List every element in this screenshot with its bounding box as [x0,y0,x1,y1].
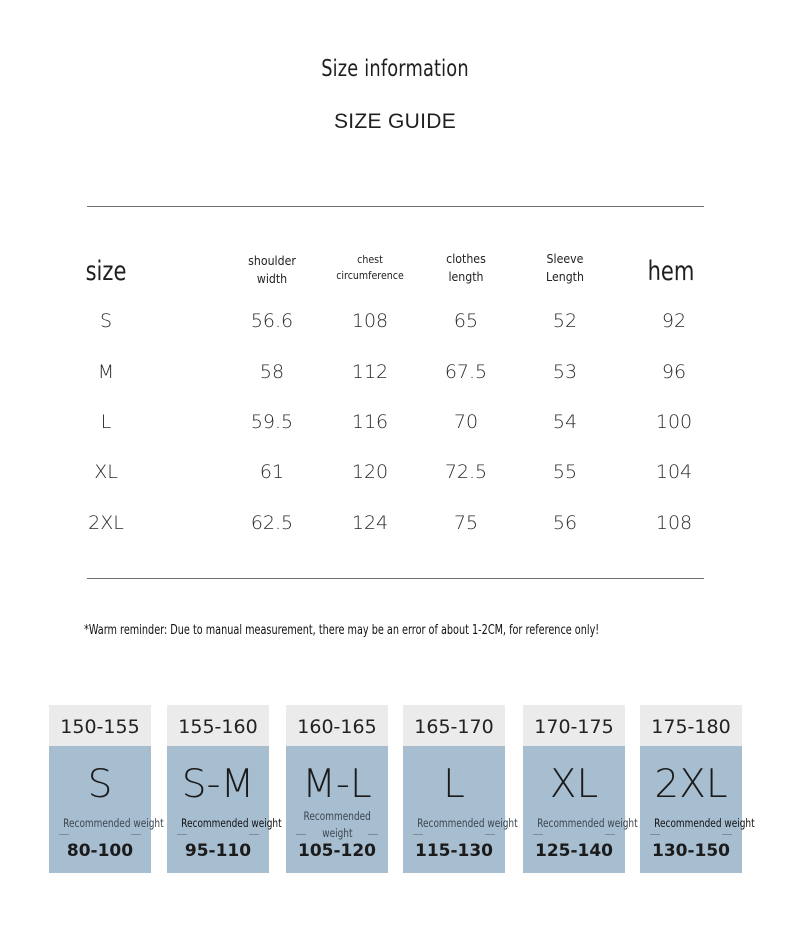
header-chest-line2: circumference [336,269,404,282]
row-hem: 92 [661,310,687,332]
row-size: XL [94,461,118,483]
card-height-range: 155-160 [167,705,269,746]
card-size-label: L [443,762,465,807]
size-card-m-l [286,705,388,873]
header-hem: hem [647,256,695,287]
card-body [286,746,388,873]
row-hem: 104 [655,461,693,483]
header-sleeve-line1: Sleeve [546,251,584,266]
card-height-range: 175-180 [640,705,742,746]
card-recommended-label: Recommended weight [654,816,755,830]
row-length: 67.5 [444,361,488,383]
row-shoulder: 56.6 [250,310,294,332]
header-length-line1: clothes [446,251,486,266]
row-size: S [99,310,113,332]
card-body [523,746,638,873]
row-hem: 96 [661,361,687,383]
row-size: L [100,411,112,433]
row-shoulder: 59.5 [250,411,294,433]
card-body [167,746,282,873]
row-sleeve: 54 [552,411,578,433]
card-body [640,746,755,873]
card-recommended-label: Recommended weight [537,816,638,830]
card-recommended-label: Recommended weight [181,816,282,830]
row-chest: 116 [351,411,389,433]
card-recommended-label: Recommended weight [417,816,518,830]
card-size-label: S-M [181,762,255,807]
double-arrow-icon [167,833,269,837]
card-recommended-label: Recommended weight [303,809,371,840]
double-arrow-icon [49,833,151,837]
size-card-2xl [640,705,755,873]
card-weight-range: 95-110 [184,841,252,861]
row-sleeve: 52 [552,310,578,332]
card-weight-range: 115-130 [414,841,494,861]
row-sleeve: 53 [552,361,578,383]
header-clothes-length [446,250,486,286]
card-weight-range: 80-100 [66,841,134,861]
card-body [403,746,518,873]
header-sleeve-line2: Length [546,269,584,284]
double-arrow-icon [286,833,388,837]
page-title: Size information [321,56,469,82]
bottom-divider [87,578,704,579]
row-length: 65 [453,310,479,332]
row-sleeve: 56 [552,512,578,534]
card-weight-range: 130-150 [651,841,731,861]
row-shoulder: 62.5 [250,512,294,534]
double-arrow-icon [640,833,742,837]
row-sleeve: 55 [552,461,578,483]
row-length: 70 [453,411,479,433]
header-chest-line1: chest [357,253,383,266]
warm-reminder: *Warm reminder: Due to manual measurement, there may be an error of about 1-2CM, for reference only! [84,623,600,638]
row-hem: 100 [655,411,693,433]
header-shoulder-line2: width [256,271,288,286]
size-card-xl [523,705,638,873]
size-card-s-m [167,705,282,873]
row-shoulder: 58 [259,361,285,383]
row-size: M [97,361,115,383]
row-shoulder: 61 [259,461,285,483]
row-chest: 124 [351,512,389,534]
card-weight-range: 105-120 [297,841,377,861]
card-body [49,746,164,873]
double-arrow-icon [403,833,505,837]
row-size: 2XL [88,512,124,534]
card-size-label: M-L [302,762,372,807]
row-chest: 112 [351,361,389,383]
card-height-range: 170-175 [523,705,625,746]
card-size-label: XL [549,762,599,807]
double-arrow-icon [523,833,625,837]
header-shoulder-line1: shoulder [248,253,296,268]
header-length-line2: length [448,269,484,284]
size-card-l [403,705,518,873]
card-height-range: 150-155 [49,705,151,746]
row-length: 72.5 [444,461,488,483]
size-card-s [49,705,164,873]
top-divider [87,206,704,207]
row-chest: 108 [351,310,389,332]
page-subtitle: SIZE GUIDE [333,110,457,133]
row-chest: 120 [351,461,389,483]
row-hem: 108 [655,512,693,534]
card-weight-range: 125-140 [534,841,614,861]
card-recommended-label: Recommended weight [63,816,164,830]
header-size: size [85,256,127,287]
card-size-label: 2XL [654,762,728,807]
row-length: 75 [453,512,479,534]
header-chest-circumference [336,252,404,284]
card-height-range: 165-170 [403,705,505,746]
header-shoulder-width [248,252,296,288]
card-height-range: 160-165 [286,705,388,746]
header-sleeve-length [546,250,584,286]
card-size-label: S [87,762,113,807]
